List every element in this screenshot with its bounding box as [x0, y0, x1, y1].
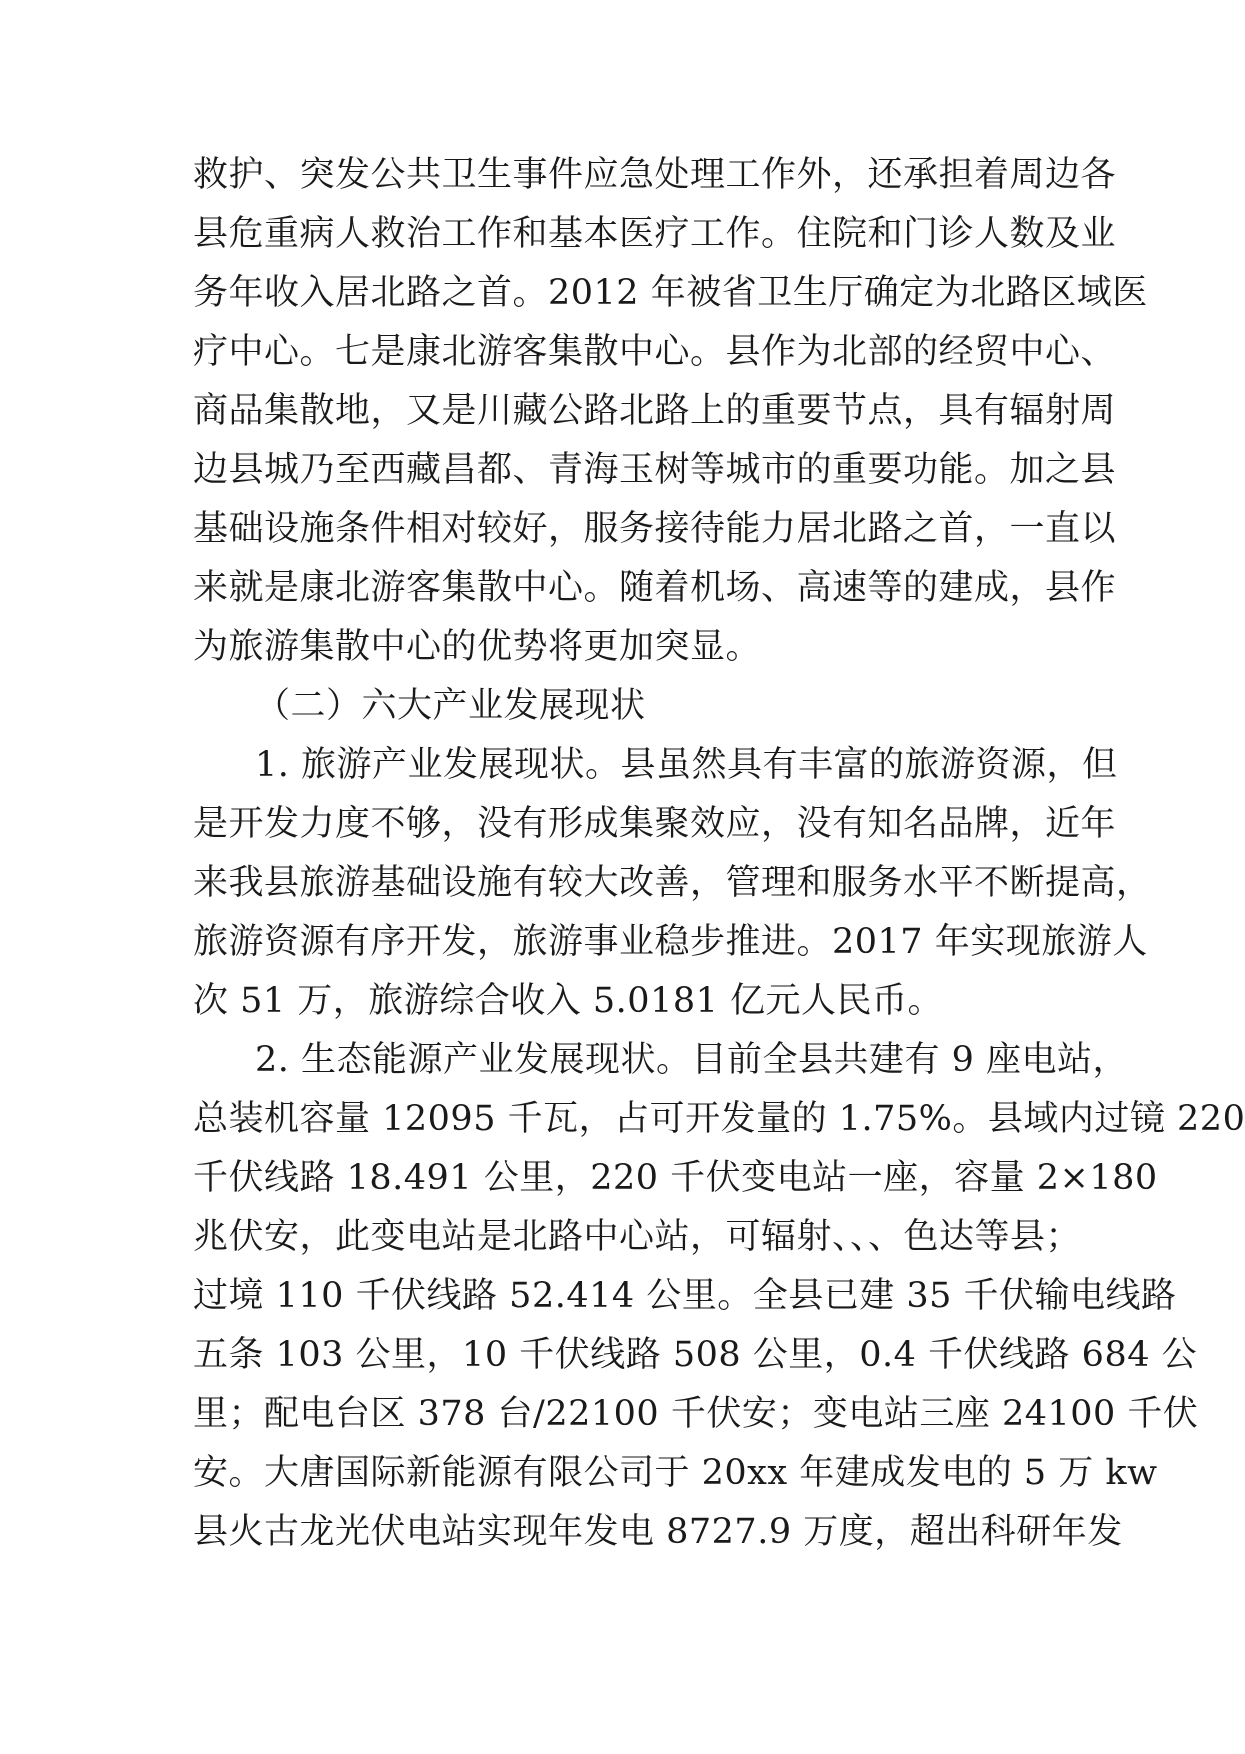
text-line: 旅游资源有序开发，旅游事业稳步推进。2017 年实现旅游人 — [193, 922, 1148, 962]
section-heading: （二）六大产业发展现状 — [255, 686, 646, 726]
text-line: 兆伏安，此变电站是北路中心站，可辐射、、、色达等县； — [193, 1217, 1082, 1257]
text-line: 救护、突发公共卫生事件应急处理工作外，还承担着周边各 — [193, 155, 1117, 195]
text-line: 疗中心。七是康北游客集散中心。县作为北部的经贸中心、 — [193, 332, 1117, 372]
text-line: 务年收入居北路之首。2012 年被省卫生厅确定为北路区域医 — [193, 273, 1148, 313]
text-line: 是开发力度不够，没有形成集聚效应，没有知名品牌，近年 — [193, 804, 1117, 844]
text-line: 过境 110 千伏线路 52.414 公里。全县已建 35 千伏输电线路 — [193, 1276, 1177, 1316]
text-line: 县火古龙光伏电站实现年发电 8727.9 万度，超出科研年发 — [193, 1512, 1123, 1552]
text-line: 县危重病人救治工作和基本医疗工作。住院和门诊人数及业 — [193, 214, 1117, 254]
text-line: 里；配电台区 378 台/22100 千伏安；变电站三座 24100 千伏 — [193, 1394, 1199, 1434]
text-line: 安。大唐国际新能源有限公司于 20xx 年建成发电的 5 万 kw — [193, 1453, 1158, 1493]
text-line: 千伏线路 18.491 公里，220 千伏变电站一座，容量 2×180 — [193, 1158, 1158, 1198]
text-line: 边县城乃至西藏昌都、青海玉树等城市的重要功能。加之县 — [193, 450, 1117, 490]
text-line: 五条 103 公里，10 千伏线路 508 公里，0.4 千伏线路 684 公 — [193, 1335, 1198, 1375]
text-line: 来我县旅游基础设施有较大改善，管理和服务水平不断提高， — [193, 863, 1152, 903]
paragraph-first-line: 2. 生态能源产业发展现状。目前全县共建有 9 座电站， — [255, 1040, 1129, 1080]
text-line: 为旅游集散中心的优势将更加突显。 — [193, 627, 762, 667]
text-line: 基础设施条件相对较好，服务接待能力居北路之首，一直以 — [193, 509, 1117, 549]
text-line: 次 51 万，旅游综合收入 5.0181 亿元人民币。 — [193, 981, 944, 1021]
text-line: 来就是康北游客集散中心。随着机场、高速等的建成，县作 — [193, 568, 1117, 608]
text-line: 商品集散地，又是川藏公路北路上的重要节点，具有辐射周 — [193, 391, 1117, 431]
text-line: 总装机容量 12095 千瓦，占可开发量的 1.75%。县域内过镜 220 — [193, 1099, 1245, 1139]
paragraph-first-line: 1. 旅游产业发展现状。县虽然具有丰富的旅游资源，但 — [255, 745, 1118, 785]
